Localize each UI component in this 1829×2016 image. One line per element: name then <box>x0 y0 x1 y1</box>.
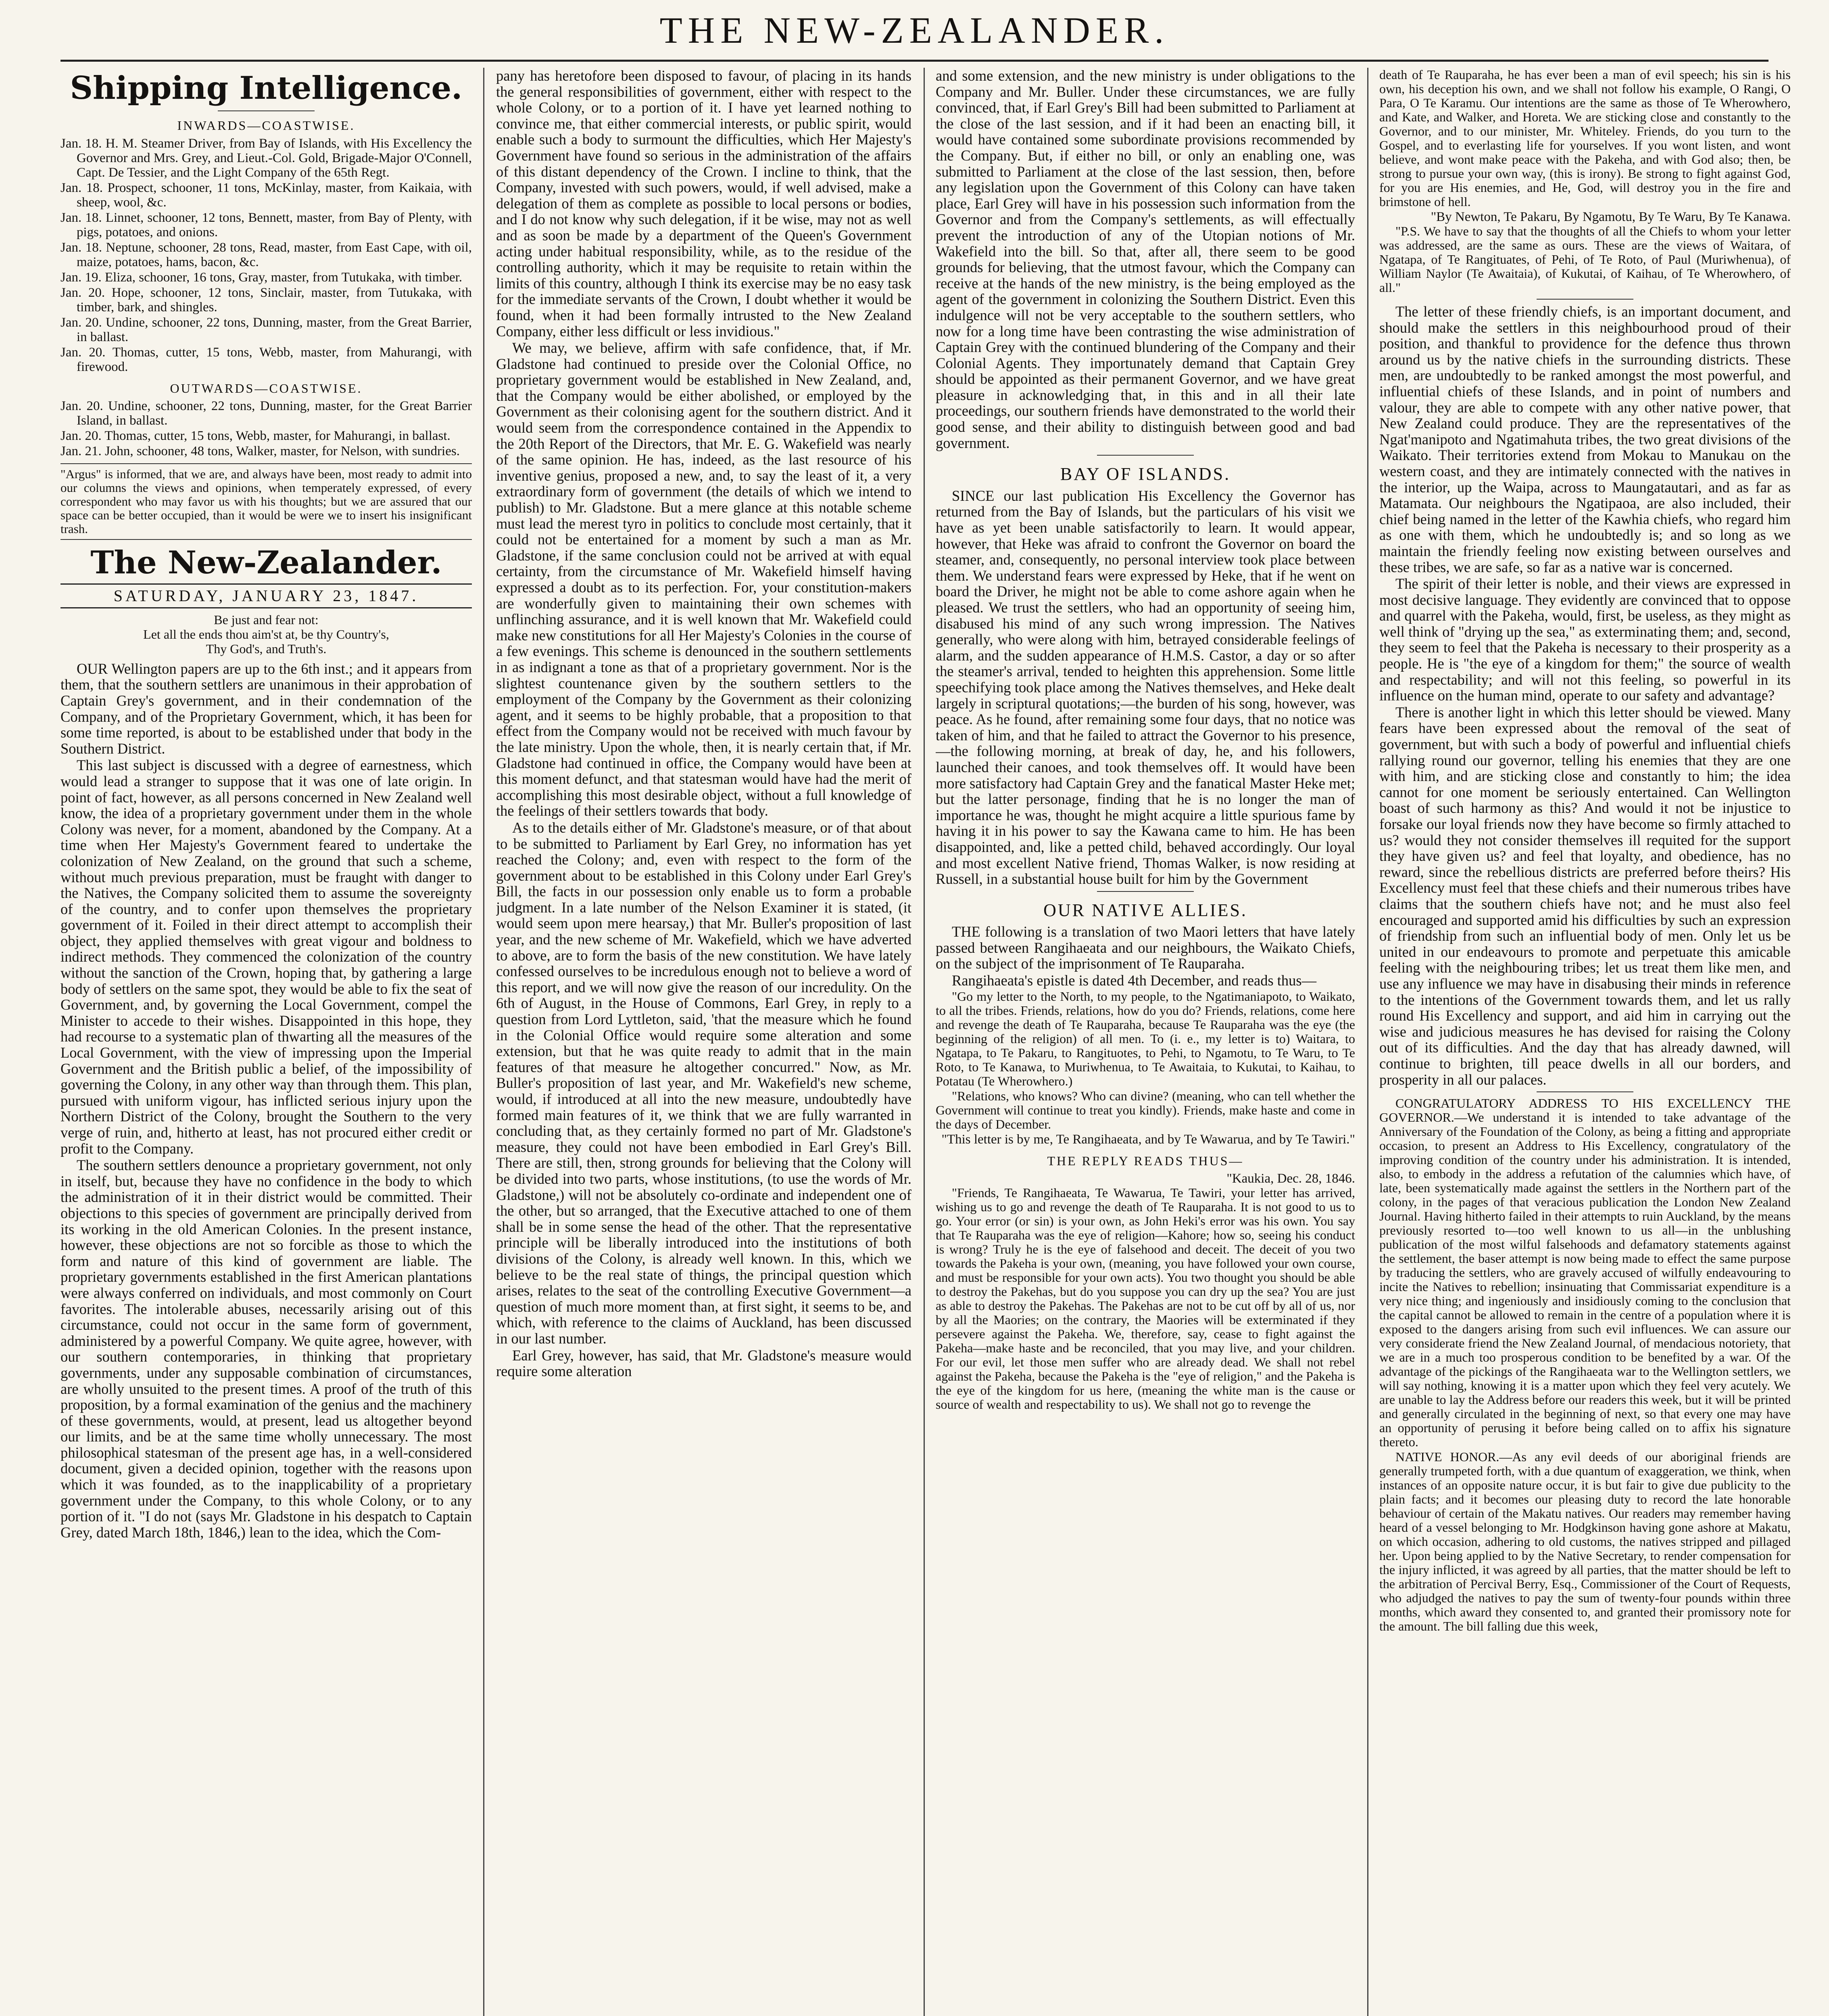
article-paragraph: As to the details either of Mr. Gladstone's measure, or of that about to be submitted to Parliament by Earl Grey, no information has yet reached the Colony; and, even with respect to the form of the government about to be established in this Colony under Earl Grey's Bill, the facts in our possession only enable us to form a probable judgment. In a late number of the Nelson Examiner it is stated, (it would seem upon mere hearsay,) that Mr. Buller's proposition of last year, and the new scheme of Mr. Wakefield, which we have adverted to above, are to form the basis of the new constitution. We have lately confessed ourselves to be incredulous enough not to believe a word of this report, and we will now give the reason of our incredulity. On the 6th of August, in the House of Commons, Earl Grey, in reply to a question from Lord Lyttleton, said, 'that the measure which he found in the Colonial Office would require some alteration and some extension, but that he was quite ready to admit that in the main features of that measure he altogether concurred." Now, as Mr. Buller's proposition of last year, and Mr. Wakefield's new scheme, would, if introduced at all into the new measure, undoubtedly have formed main features of it, we think that we are fully warranted in concluding that, as they certainly formed no part of Mr. Gladstone's measure, they could not have been embodied in Earl Grey's Bill. There are still, then, strong grounds for believing that the Colony will be divided into two parts, whose institutions, (to use the words of Mr. Gladstone,) will not be absolutely co-ordinate and independent one of the other, but so arranged, that the Executive attached to one of them shall be in some sense the head of the other. That the representative principle will be liberally introduced into the institutions of both divisions of the Colony, is already well known. In this, which we believe to be the real state of things, the principal question which arises, relates to the seat of the controlling Executive Government—a question of much more moment than, at first sight, it seems to be, and which, with reference to the claims of Auckland, has been discussed in our last number. <box>496 819 911 1347</box>
article-paragraph: THE following is a translation of two Maori letters that have lately passed between Rangihaeata and our neighbours, the Waikato Chiefs, on the subject of the imprisonment of Te Rauparaha. <box>936 923 1355 972</box>
shipping-heading: Shipping Intelligence. <box>70 70 463 106</box>
shipping-entry: Jan. 21. John, schooner, 48 tons, Walker, master, for Nelson, with sundries. <box>60 444 460 459</box>
short-rule <box>218 110 315 111</box>
column-divider <box>1367 68 1368 2016</box>
article-paragraph: pany has heretofore been disposed to favour, of placing in its hands the general responsibilities of government, either with respect to the whole Colony, or to a portion of it. I have yet learned nothing to convince me, that either commercial interests, or public spirit, would enable such a body to surmount the difficulties, which Her Majesty's Government have found so serious in the administration of the affairs of this distant dependency of the Crown. I incline to think, that the Company, invested with such powers, would, if well advised, make a delegation of them as complete as possible to local persons or bodies, and I do not know why such delegation, if it be wise, may not as well and as soon be made by a department of the Queen's Government acting under habitual responsibility, while, as to the residue of the controlling authority, which it may be requisite to retain within the limits of this country, although I think its exercise may be no easy task for the immediate servants of the Crown, I doubt whether it would be found, when it had been formally intrusted to the New Zealand Company, either less difficult or less invidious." <box>496 68 911 339</box>
column-4 <box>1379 68 1791 2016</box>
column-2 <box>496 68 911 2016</box>
article-paragraph: OUR Wellington papers are up to the 6th inst.; and it appears from them, that the southern settlers are unanimous in their approbation of Captain Grey's government, and in their condemnation of the Company, and of the Proprietary Government, which, it has been for some time reported, is about to be established under that body in the Southern District. <box>60 660 472 757</box>
shipping-entry: Jan. 20. Thomas, cutter, 15 tons, Webb, master, for Mahurangi, in ballast. <box>60 429 450 444</box>
letter-signature: "This letter is by me, Te Rangihaeata, and by Te Wawarua, and by Te Tawiri." <box>941 1132 1355 1147</box>
article-paragraph: We may, we believe, affirm with safe confidence, that, if Mr. Gladstone had continued to preside over the Colonial Office, no proprietary government would be established in New Zealand, and, that the Company would be either abolished, or employed by the Government as their colonising agent for the southern district. And it would seem from the correspondence contained in the Appendix to the 20th Report of the Directors, that Mr. E. G. Wakefield was nearly of the same opinion. He has, indeed, as the last resource of his inventive genius, proposed a new, and, to say the least of it, a very extraordinary form of government (the details of which we intend to publish) to Mr. Gladstone. But a mere glance at this notable scheme must lead the merest tyro in politics to conclude most certainly, that it could not be entertained for a moment by such a man as Mr. Gladstone, if the same conclusion could not be arrived at with equal certainty, from the circumstance of Mr. Wakefield himself having expressed a doubt as to its perfection. For, your constitution-makers are wonderfully given to maintaining their own schemes with unflinching assurance, and it is well known that Mr. Wakefield could make new constitutions for all Her Majesty's Colonies in the course of a few evenings. This scheme is denounced in the southern settlements in as indignant a tone as that of a proprietary government. Nor is the slightest countenance given by the southern settlers to the employment of the Company by the Government as their colonizing agent, and it seems to be highly probable, that a proposition to that effect from the Company would not be received with much favour by the late ministry. Upon the whole, then, it is nearly certain that, if Mr. Gladstone had continued in office, the Company would have been at this moment defunct, and that statesman would have had the merit of accomplishing this most desirable object, without a full knowledge of the feelings of their settlers towards that body. <box>496 339 911 819</box>
short-rule <box>1097 891 1194 892</box>
column-divider <box>483 68 484 2016</box>
news-item: CONGRATULATORY ADDRESS TO HIS EXCELLENCY THE GOVERNOR.—We understand it is intended to take advantage of the Anniversary of the Foundation of the Colony, as being a fitting and appropriate occasion, to present an Address to His Excellency, congratulatory of the improving condition of the country under his administration. It is intended, also, to embody in the address a refutation of the calumnies which have, of late, been systematically made against the settlers in the Northern part of the colony, in the pages of that veracious publication the London New Zealand Journal. Having hitherto failed in their attempts to ruin Auckland, by the means previously resorted to—too well known to us all—in the unblushing publication of the most wilful falsehoods and defamatory statements against the settlement, the baser attempt is now being made to effect the same purpose by traducing the settlers, who are gravely accused of wilfully endeavouring to incite the Natives to rebellion; insinuating that Commissariat expenditure is a very nice thing; and ingeniously and insidiously coming to the conclusion that the capital cannot be allowed to remain in the centre of a population where it is exposed to the dangers arising from such evil influences. We can assure our very considerate friend the New Zealand Journal, of mendacious notoriety, that we are in a much too prosperous condition to be benefited by a war. Of the advantage of the pickings of the Rangihaeata war to the Wellington settlers, we will say nothing, knowing it is a matter upon which they feel very acutely. We are unable to lay the Address before our readers this week, but it will be printed and generally circulated in the beginning of next, so that every one may have an opportunity of perusing it before being called on to affix his signature thereto. <box>1379 1096 1791 1450</box>
motto: Be just and fear not: Let all the ends thou aim'st at, be thy Country's, Thy God's, and Truth's. <box>143 612 389 656</box>
letter-text: "Friends, Te Rangihaeata, Te Wawarua, Te Tawiri, your letter has arrived, wishing us to go and revenge the death of Te Rauparaha. It is not good to us to go. Your error (or sin) is your own, as John Heki's error was his own. You say that Te Rauparaha was the eye of religion—Kahore; how so, seeing his conduct is wrong? Truly he is the eye of falsehood and deceit. The deceit of you two towards the Pakeha is your own, (meaning, you have followed your own course, and must be responsible for your own acts). You two thought you should be able to destroy the Pakehas, but do you suppose you can dry up the sea? You are just as able to destroy the Pakehas. The Pakehas are not to be cut off by all of us, nor by all the Maories; on the contrary, the Maories will be exterminated if they persevere against the Pakeha. We, therefore, say, cease to fight against the Pakeha—make haste and be reconciled, that you may live, and your children. For our evil, let those men suffer who are already dead. We shall not rebel against the Pakeha, because the Pakeha is the "eye of religion," and the Pakeha is the eye of the kingdom for us here, (meaning the white man is the cause or source of wealth and respectability to us). We shall not go to revenge the <box>936 1185 1355 1412</box>
postscript: "P.S. We have to say that the thoughts of all the Chiefs to whom your letter was addressed, are the same as ours. These are the views of Waitara, of Ngatapa, of Te Rangituates, of Pehi, of Te Roto, of Paul (Muriwhenua), of William Naylor (Te Awaitaia), of Kukutai, of Kaihau, of Te Wherowhero, of all." <box>1379 224 1791 295</box>
masthead-title: THE NEW-ZEALANDER. <box>659 10 1170 51</box>
native-allies-heading: OUR NATIVE ALLIES. <box>1043 900 1247 920</box>
shipping-entry: Jan. 18. Neptune, schooner, 28 tons, Read, master, from East Cape, with oil, maize, potatoes, hams, bacon, &c. <box>60 240 472 269</box>
news-item: NATIVE HONOR.—As any evil deeds of our aboriginal friends are generally trumpeted forth, with a due quantum of exaggeration, we think, when instances of an opposite nature occur, it is but fair to give due publicity to the plain facts; and it becomes our pleasing duty to record the late honorable behaviour of certain of the Makatu natives. Our readers may remember having heard of a vessel belonging to Mr. Hodgkinson having gone ashore at Makatu, on which occasion, adhering to old customs, the natives stripped and pillaged her. Upon being applied to by the Native Secretary, to render compensation for the injury inflicted, it was agreed by all parties, that the matter should be left to the arbitration of Percival Berry, Esq., Commissioner of the Court of Requests, who adjudged the natives to pay the sum of twenty-four pounds within three months, which award they consented to, and granted their promissory note for the amount. The bill falling due this week, <box>1379 1450 1791 1634</box>
paper-name: The New-Zealander. <box>90 544 442 581</box>
article-paragraph: SINCE our last publication His Excellency the Governor has returned from the Bay of Islands, but the particulars of his visit we have as yet been unable satisfactorily to learn. It would appear, however, that Heke was afraid to confront the Governor on board the steamer, and, consequently, no personal interview took place between them. We understand fears were expressed by Heke, that if he went on board the Driver, he might not be able to come ashore again when he pleased. We trust the settlers, who had an opportunity of seeing him, disabused his mind of any such wrong impression. The Natives generally, who were along with him, betrayed considerable feelings of alarm, and the sudden appearance of H.M.S. Castor, a day or so after the steamer's arrival, tended to heighten this apprehension. Some little speechifying took place among the Natives themselves, and Heke dealt largely in scriptural quotations;—the burden of his song, however, was peace. As he found, after remaining some four days, that no notice was taken of him, and that he failed to attract the Governor to his presence,—the following morning, at break of day, he, and his followers, launched their canoes, and took themselves off. It would have been more satisfactory had Captain Grey and the fanatical Master Heke met; but the latter personage, finding that he is no longer the man of importance he was, thought he might acquire a little spurious fame by having it in his power to say the Kawana came to him. He has been disappointed, and, like a petted child, behaved accordingly. Our loyal and most excellent Native friend, Thomas Walker, is now residing at Russell, in a substantial house built for him by the Government <box>936 487 1355 887</box>
shipping-entry: Jan. 20. Undine, schooner, 22 tons, Dunning, master, from the Great Barrier, in ballast. <box>60 315 472 344</box>
column-divider <box>924 68 925 2016</box>
article-paragraph: Earl Grey, however, has said, that Mr. Gladstone's measure would require some alteration <box>496 1347 911 1380</box>
column-3 <box>936 68 1355 2016</box>
article-paragraph: The southern settlers denounce a proprietary government, not only in itself, but, because they have no confidence in the body to which the administration of it in their district would be committed. Their objections to this species of government are principally derived from its working in the old American Colonies. In the present instance, however, these objections are not so forcible as those to which the form and nature of this kind of government are liable. The proprietary governments established in the first American plantations were always conferred on individuals, and most commonly on Court favorites. The intolerable abuses, necessarily arising out of this circumstance, could not occur in the same form of government, administered by a powerful Company. We quite agree, however, with our southern contemporaries, in thinking that proprietary governments, under any supposable combination of circumstances, are wholly unsuited to the present times. A proof of the truth of this proposition, by a formal examination of the genius and the machinery of these governments, would, at present, lead us altogether beyond our limits, and be at the same time wholly unnecessary. The most philosophical statesman of the present age has, in a well-considered document, given a decided opinion, together with the reasons upon which it was founded, as to the inapplicability of a proprietary government under the Company, to this whole Colony, or to any portion of it. "I do not (says Mr. Gladstone in his despatch to Captain Grey, dated March 18th, 1846,) lean to the idea, which the Com- <box>60 1157 472 1541</box>
outwards-heading: OUTWARDS—COASTWISE. <box>170 381 363 396</box>
letter-text: "Go my letter to the North, to my people, to the Ngatimaniapoto, to Waikato, to all the tribes. Friends, relations, how do you do? Friends, relations, come here and revenge the death of Te Rauparaha, because Te Rauparaha was the eye (the beginning of the religion) of all men. To (i. e., my letter is to) Waitara, to Ngatapa, to Te Pakaru, to Rangituotes, to Pehi, to Ngamotu, to Te Waru, to Te Roto, to Te Kanawa, to Muriwhenua, to Te Awaitaia, to Kukutai, to Kaihau, to Potatau (Te Wherowhero.) <box>936 989 1355 1088</box>
shipping-entry: Jan. 20. Hope, schooner, 12 tons, Sinclair, master, from Tutukaka, with timber, bark, and shingles. <box>60 285 472 314</box>
article-paragraph: Rangihaeata's epistle is dated 4th December, and reads thus— <box>952 972 1317 989</box>
shipping-entry: Jan. 18. Prospect, schooner, 11 tons, McKinlay, master, from Kaikaia, with sheep, wool, &c. <box>60 180 472 210</box>
short-rule <box>1097 455 1194 456</box>
shipping-entry: Jan. 18. Linnet, schooner, 12 tons, Bennett, master, from Bay of Plenty, with pigs, potatoes, and onions. <box>60 210 472 240</box>
masthead-rule <box>60 60 1769 62</box>
letter-signature: "By Newton, Te Pakaru, By Ngamotu, By Te Waru, By Te Kanawa. <box>1431 210 1791 224</box>
issue-date: SATURDAY, JANUARY 23, 1847. <box>60 583 472 608</box>
reply-heading: THE REPLY READS THUS— <box>1047 1153 1244 1168</box>
article-paragraph: This last subject is discussed with a degree of earnestness, which would lead a stranger to suppose that it was one of late origin. In point of fact, however, as all persons concerned in New Zealand well know, the idea of a proprietary government under them in the whole Colony was never, for a moment, abandoned by the Company. At a time when Her Majesty's Government feared to undertake the colonization of New Zealand, on the ground that such a scheme, without much previous preparation, must be fraught with danger to the Natives, the Company solicited them to assume the sovereignty of the country, and to confer upon themselves the proprietary government of it. Foiled in their direct attempt to accomplish their object, they applied themselves with great vigour and boldness to indirect methods. They commenced the colonization of the country without the sanction of the Crown, hoping that, by gathering a large body of settlers on the same spot, they would be able to fix the seat of Government, and, by governing the Local Government, compel the Minister to accede to their wishes. Disappointed in this hope, they had recourse to a systematic plan of thwarting all the measures of the Local Government, with the view of impressing upon the Imperial Government and the British public a belief, of the impossibility of governing the Colony, in any other way than through them. This plan, pursued with uniform vigour, has inflicted serious injury upon the Northern District of the Colony, brought the Southern to the very verge of ruin, and, hitherto at least, has not procured either credit or profit to the Company. <box>60 757 472 1157</box>
short-rule <box>1537 1091 1633 1092</box>
shipping-entry: Jan. 20. Undine, schooner, 22 tons, Dunning, master, for the Great Barrier Island, in ballast. <box>60 399 472 428</box>
column-1 <box>60 68 472 2016</box>
letter-text: "Relations, who knows? Who can divine? (meaning, who can tell whether the Government will continue to treat you kindly). Friends, make haste and come in the days of December. <box>936 1088 1355 1131</box>
bay-of-islands-heading: BAY OF ISLANDS. <box>1060 464 1231 484</box>
article-paragraph: and some extension, and the new ministry is under obligations to the Company and Mr. Buller. Under these circumstances, we are fully convinced, that, if Earl Grey's Bill had been submitted to Parliament at the close of the last session, and if it had been an enacting bill, it would have contained some subordinate provisions recommended by the Company. But, if either no bill, or only an enabling one, was submitted to Parliament at the close of the last session, then, before any legislation upon the Government of this Colony can have taken place, Earl Grey will have in his possession such information from the Governor and from the Company's settlements, as will effectually prevent the introduction of any of the Utopian notions of Mr. Wakefield into the bill. So that, after all, there seem to be good grounds for believing, that the utmost favour, which the Company can receive at the hands of the new ministry, is the being employed as the agent of the government in colonizing the Southern District. Even this indulgence will not be very acceptable to the southern settlers, who now for a long time have been contrasting the wise administration of Captain Grey with the continued blundering of the Company and their Colonial Agents. They importunately demand that Captain Grey should be appointed as their permanent Governor, and we have great pleasure in acknowledging that, in this and in all their late proceedings, our southern friends have demonstrated to the world their good sense, and their ability to distinguish between good and bad government. <box>936 68 1355 451</box>
shipping-entry: Jan. 20. Thomas, cutter, 15 tons, Webb, master, from Mahurangi, with firewood. <box>60 345 472 374</box>
shipping-entry: Jan. 18. H. M. Steamer Driver, from Bay of Islands, with His Excellency the Governor and Mrs. Grey, and Lieut.-Col. Gold, Brigade-Major O'Connell, Capt. De Tessier, and the Light Company of the 65th Regt. <box>60 136 472 180</box>
short-rule <box>1537 299 1633 300</box>
inwards-heading: INWARDS—COASTWISE. <box>177 118 355 133</box>
letter-text: death of Te Rauparaha, he has ever been a man of evil speech; his sin is his own, his deception his own, and we shall not follow his example, O Rangi, O Para, O Te Karamu. Our intentions are the same as those of Te Wherowhero, and Kate, and Walker, and Horeta. We are sticking close and constantly to the Governor, and to our minister, Mr. Whiteley. Friends, do you turn to the Gospel, and to everlasting life for yourselves. If you wont listen, and wont believe, and wont make peace with the Pakeha, and with God also; then, be strong to pursue your own way, (this is irony). Be strong to fight against God, for you are His enemies, and He, God, will destroy you in the fire and brimstone of hell. <box>1379 68 1791 209</box>
article-paragraph: There is another light in which this letter should be viewed. Many fears have been expressed about the removal of the seat of government, but with such a body of powerful and influential chiefs rallying round our governor, telling his enemies that they are one with him, and are sticking close and constantly to him; the idea cannot for one moment be seriously entertained. Can Wellington boast of such harmony as this? And would it not be injustice to forsake our loyal friends now they have become so firmly attached to us? would they not consider themselves ill requited for the support they have given us? and feel that loyalty, and obedience, has no reward, since the rebellious districts are preferred before theirs? His Excellency must feel that these chiefs and their numerous tribes have claims that the southern chiefs have not; and he must also feel encouraged and supported amid his difficulties by such an expression of friendship from such an influential body of men. Only let us be united in our endeavours to promote and perpetuate this amicable feeling with the neighbouring tribes; let us treat them like men, and use any influence we may have in disabusing their minds in reference to the intentions of the Government towards them, and let us rally round His Excellency and support, and aid him in carrying out the wise and judicious measures he has devised for raising the Colony out of its difficulties. And the day that has already dawned, will continue to brighten, till peace dwells in all our borders, and prosperity in all our palaces. <box>1379 704 1791 1088</box>
argus-note: "Argus" is informed, that we are, and always have been, most ready to admit into our columns the views and opinions, when temperately expressed, of every correspondent who may favor us with his thoughts; but we are assured that our space can be better occupied, than it would be were we to insert his insignificant trash. <box>60 463 472 540</box>
reply-date: "Kaukia, Dec. 28, 1846. <box>1226 1171 1355 1186</box>
article-paragraph: The letter of these friendly chiefs, is an important document, and should make the settlers in this neighbourhood proud of their position, and thankful to providence for the defence thus thrown around us by the native chiefs in the surrounding districts. These men, are undoubtedly to be ranked amongst the most powerful, and influential chiefs of these Islands, and in point of numbers and valour, they are able to compete with any other native power, that New Zealand could produce. They are the representatives of the Ngat'manipoto and Ngatimahuta tribes, the two great divisions of the Waikato. Their territories extend from Mokau to Manukau on the western coast, and they are intimately connected with the natives in the interior, up the Waipa, across to Maungatautari, and as far as Matamata. Our neighbours the Ngatipaoa, are also included, their chief being named in the letter of the Kawhia chiefs, who regard him as one with them, which he undoubtedly is; and so long as we maintain the friendly feeling now existing between ourselves and these tribes, we are safe, so far as a native war is concerned. <box>1379 303 1791 575</box>
shipping-entry: Jan. 19. Eliza, schooner, 16 tons, Gray, master, from Tutukaka, with timber. <box>60 270 463 285</box>
article-paragraph: The spirit of their letter is noble, and their views are expressed in most decisive language. They evidently are convinced that to oppose and quarrel with the Pakeha, would, first, be useless, as they might as well think of "drying up the sea," as exterminating them; and, second, they seem to feel that the Pakeha is necessary to their prosperity as a people. He is "the eye of a kingdom for them;" the source of wealth and respectability; and will not this feeling, so powerful in its influence on the human mind, operate to our safety and advantage? <box>1379 575 1791 704</box>
